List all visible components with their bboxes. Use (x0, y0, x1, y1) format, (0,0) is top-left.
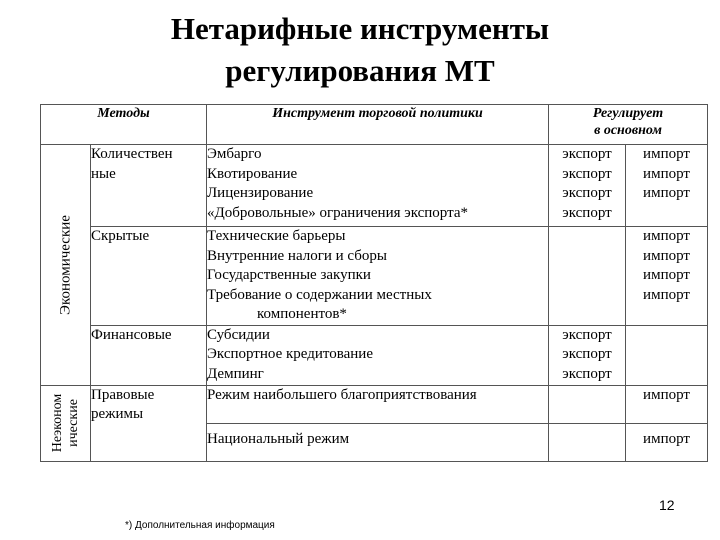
export-cell (549, 145, 626, 227)
import-cell (626, 423, 708, 461)
header-methods: Методы (41, 105, 207, 145)
import-value: импорт (643, 185, 690, 201)
slide-title (0, 8, 720, 92)
table-row (41, 145, 708, 227)
tool-item: Демпинг (207, 365, 264, 382)
export-value: экспорт (562, 365, 612, 382)
tools-cell (207, 423, 549, 461)
tool-item: Национальный режим (207, 430, 350, 447)
slide-title-line-1: Нетарифные инструменты (170, 11, 550, 46)
page-number: 12 (659, 497, 675, 513)
tool-item: Эмбарго (207, 146, 262, 162)
tool-item: Квотирование (207, 165, 298, 182)
method-cell (91, 227, 207, 326)
export-cell (549, 325, 626, 385)
tool-item: Требование о содержании местных (207, 286, 432, 303)
import-cell (626, 325, 708, 385)
method-line: Скрытые (91, 228, 150, 244)
table-row (41, 325, 708, 385)
export-value: экспорт (562, 326, 612, 343)
header-regulates-line-1: Регулирует (592, 106, 664, 121)
tool-item: Технические барьеры (207, 228, 346, 244)
slide-title-line-2: регулирования МТ (225, 53, 495, 88)
import-value: импорт (643, 228, 690, 244)
category-economic-label: Экономические (57, 214, 73, 315)
method-line: Количествен (91, 146, 173, 162)
footnote: *) Дополнительная информация (125, 520, 275, 531)
header-instrument: Инструмент торговой политики (207, 105, 549, 145)
table-row (41, 385, 708, 423)
header-regulates (549, 105, 708, 145)
table-row (41, 227, 708, 326)
tool-item: Субсидии (207, 326, 270, 343)
tools-cell (207, 385, 549, 423)
header-regulates-line-2: в основном (594, 123, 662, 138)
tool-item: Государственные закупки (207, 267, 371, 283)
export-value: экспорт (562, 146, 612, 162)
export-value: экспорт (562, 204, 612, 221)
instruments-table (40, 104, 708, 462)
import-cell (626, 145, 708, 227)
export-value: экспорт (562, 346, 612, 362)
tools-cell (207, 325, 549, 385)
tool-item: компонентов* (257, 306, 347, 322)
import-value: импорт (643, 146, 690, 162)
import-cell (626, 227, 708, 326)
import-value: импорт (643, 286, 690, 303)
table-header-row (41, 105, 708, 145)
tool-item: Режим наибольшего благоприятствования (207, 386, 477, 403)
method-line: режимы (91, 406, 144, 422)
export-cell (549, 227, 626, 326)
export-value: экспорт (562, 185, 612, 201)
import-value: импорт (643, 165, 690, 182)
import-value: импорт (643, 430, 690, 447)
export-cell (549, 423, 626, 461)
export-cell (549, 385, 626, 423)
category-noneconomic (41, 385, 91, 461)
tool-item: Экспортное кредитование (207, 346, 373, 362)
category-noneconomic-line-1: Неэконом (49, 393, 65, 453)
method-line: Финансовые (91, 326, 172, 343)
import-value: импорт (643, 247, 690, 264)
tool-item: «Добровольные» ограничения экспорта* (207, 204, 468, 221)
import-value: импорт (643, 386, 690, 403)
method-line: ные (91, 165, 116, 182)
method-cell (91, 145, 207, 227)
import-cell (626, 385, 708, 423)
tool-item: Лицензирование (207, 185, 314, 201)
method-cell (91, 325, 207, 385)
method-cell (91, 385, 207, 461)
method-line: Правовые (91, 386, 155, 403)
category-noneconomic-line-2: ические (65, 399, 81, 447)
category-economic (41, 145, 91, 386)
tool-item: Внутренние налоги и сборы (207, 247, 387, 264)
export-value: экспорт (562, 165, 612, 182)
tools-cell (207, 227, 549, 326)
tools-cell (207, 145, 549, 227)
category-noneconomic-label (50, 394, 82, 453)
import-value: импорт (643, 267, 690, 283)
